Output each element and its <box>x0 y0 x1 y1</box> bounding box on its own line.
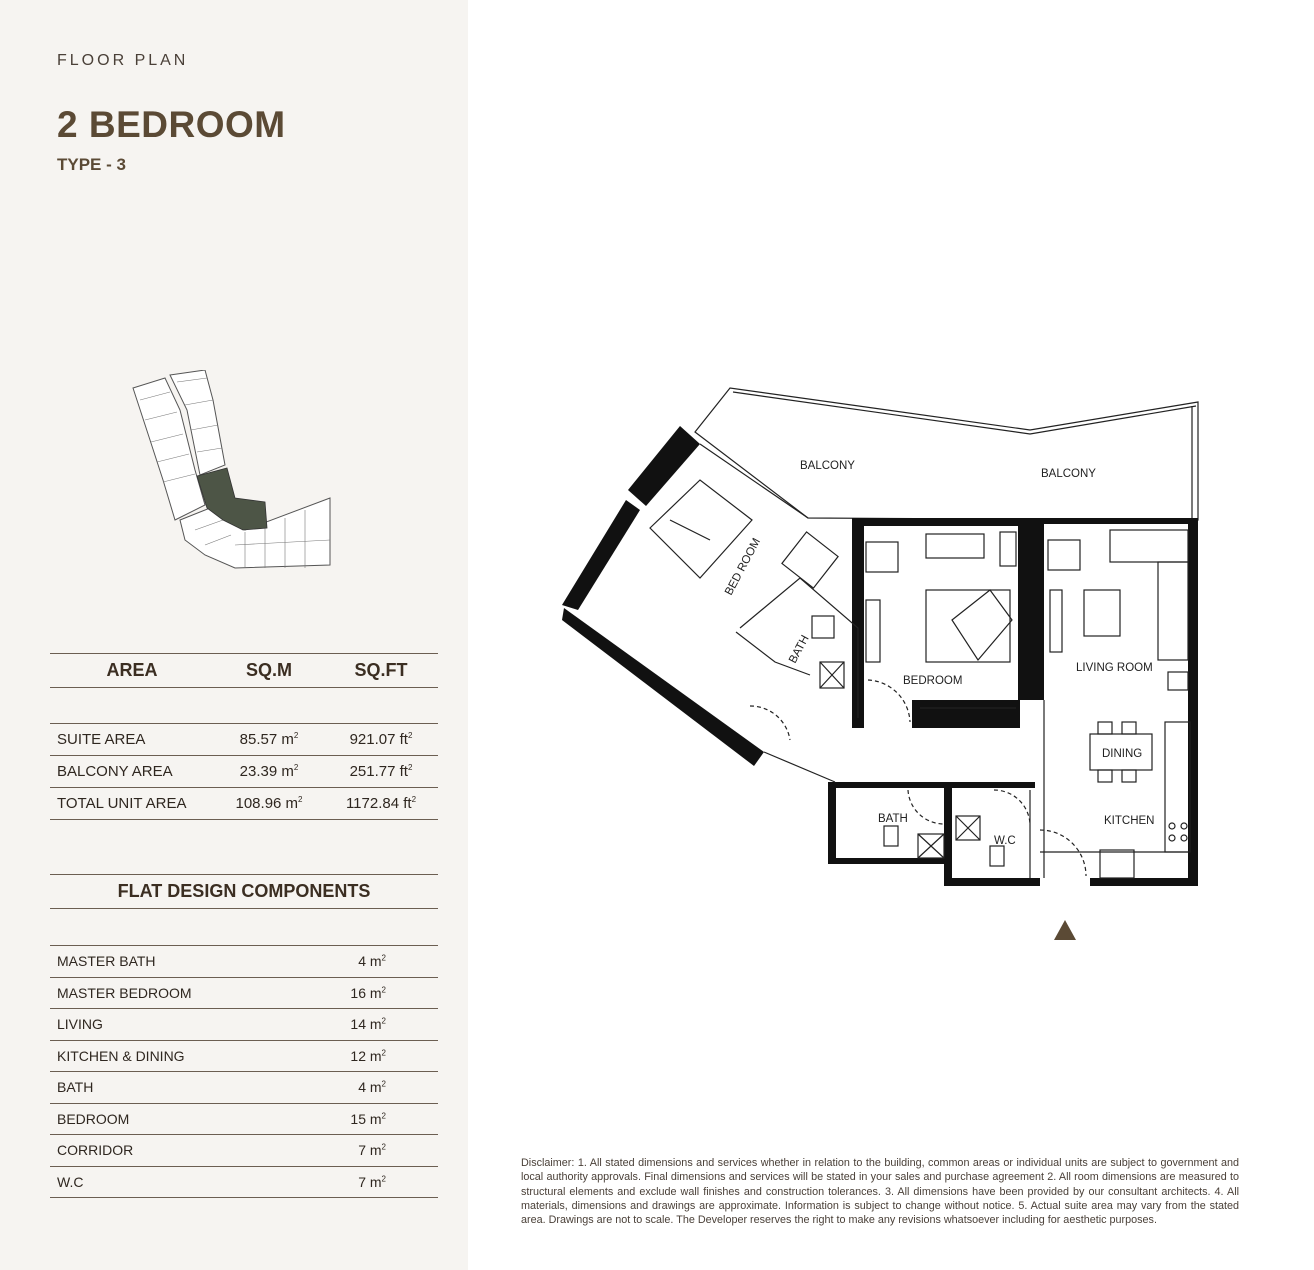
component-value: 7 $m^2$ <box>290 1166 438 1198</box>
component-label: W.C <box>50 1166 290 1198</box>
unit-title: 2 BEDROOM <box>57 104 286 145</box>
sqm-value: 23.39 $m^2$ <box>214 756 324 788</box>
floor-plan <box>555 380 1215 900</box>
component-value: 4 $m^2$ <box>290 1072 438 1104</box>
label-master-bath: BATH <box>787 633 812 666</box>
label-dining: DINING <box>1102 748 1143 760</box>
component-label: KITCHEN & DINING <box>50 1040 290 1072</box>
key-plan-map <box>125 370 335 575</box>
kitchen-counter <box>1165 722 1190 852</box>
list-item <box>50 1166 438 1198</box>
info-sidebar <box>0 0 468 1270</box>
components-table <box>50 874 438 1198</box>
table-row <box>50 756 438 788</box>
component-label: BEDROOM <box>50 1103 290 1135</box>
balcony-outline <box>695 388 1198 520</box>
table-row <box>50 724 438 756</box>
component-label: CORRIDOR <box>50 1135 290 1167</box>
unit-type: TYPE - 3 <box>57 155 126 174</box>
component-label: LIVING <box>50 1009 290 1041</box>
wall-bedroom-living <box>1018 518 1044 700</box>
master-bed <box>650 480 752 578</box>
list-item <box>50 1103 438 1135</box>
component-label: MASTER BATH <box>50 946 290 978</box>
component-value: 16 $m^2$ <box>290 977 438 1009</box>
component-label: BATH <box>50 1072 290 1104</box>
label-bedroom: BEDROOM <box>903 675 963 687</box>
section-eyebrow: FLOOR PLAN <box>57 52 189 69</box>
label-bath: BATH <box>878 813 908 825</box>
list-item <box>50 946 438 978</box>
components-header <box>50 875 438 909</box>
label-balcony-left: BALCONY <box>800 460 855 472</box>
col-area: AREA <box>50 654 214 688</box>
sqft-value: 921.07 $ft^2$ <box>324 724 438 756</box>
row-label: TOTAL UNIT AREA <box>50 788 214 820</box>
living-sofa <box>1110 530 1188 562</box>
sqm-value: 85.57 $m^2$ <box>214 724 324 756</box>
disclaimer-text: Disclaimer: 1. All stated dimensions and services whether in relation to the building, common areas or individual units are subject to government and local authority approvals. Final dimensions and services will be stated in your sales and purchase agreement 2. All room dimensions are measured to structural elements and exclude wall finishes and construction tolerances. 3. All dimensions have been provided by our consultant architects. 4. All materials, dimensions and drawings are approximate. Information is subject to change without notice. 5. Actual suite area may vary from the stated area. Drawings are not to scale. The Developer reserves the right to make any revisions whatsoever including for aesthetic purposes. <box>521 1157 1239 1227</box>
component-value: 14 $m^2$ <box>290 1009 438 1041</box>
label-master-bedroom: BED ROOM <box>723 536 764 598</box>
sqft-value: 251.77 $ft^2$ <box>324 756 438 788</box>
area-table-header <box>50 654 438 688</box>
list-item <box>50 1040 438 1072</box>
list-item <box>50 977 438 1009</box>
wall-master-left <box>562 500 640 610</box>
component-label: MASTER BEDROOM <box>50 977 290 1009</box>
label-wc: W.C <box>994 835 1016 847</box>
sqft-value: 1172.84 $ft^2$ <box>324 788 438 820</box>
component-value: 15 $m^2$ <box>290 1103 438 1135</box>
area-table <box>50 653 438 820</box>
table-row <box>50 788 438 820</box>
label-living-room: LIVING ROOM <box>1076 662 1153 674</box>
list-item <box>50 1009 438 1041</box>
wall-master-bottom <box>562 608 764 766</box>
wall-master-top <box>628 426 700 506</box>
north-arrow-icon <box>1054 920 1076 940</box>
label-kitchen: KITCHEN <box>1104 815 1155 827</box>
list-item <box>50 1135 438 1167</box>
component-value: 4 $m^2$ <box>290 946 438 978</box>
component-value: 12 $m^2$ <box>290 1040 438 1072</box>
components-title: FLAT DESIGN COMPONENTS <box>50 875 438 909</box>
label-balcony-right: BALCONY <box>1041 468 1096 480</box>
component-value: 7 $m^2$ <box>290 1135 438 1167</box>
col-sqm: SQ.M <box>214 654 324 688</box>
row-label: BALCONY AREA <box>50 756 214 788</box>
col-sqft: SQ.FT <box>324 654 438 688</box>
row-label: SUITE AREA <box>50 724 214 756</box>
list-item <box>50 1072 438 1104</box>
sqm-value: 108.96 $m^2$ <box>214 788 324 820</box>
